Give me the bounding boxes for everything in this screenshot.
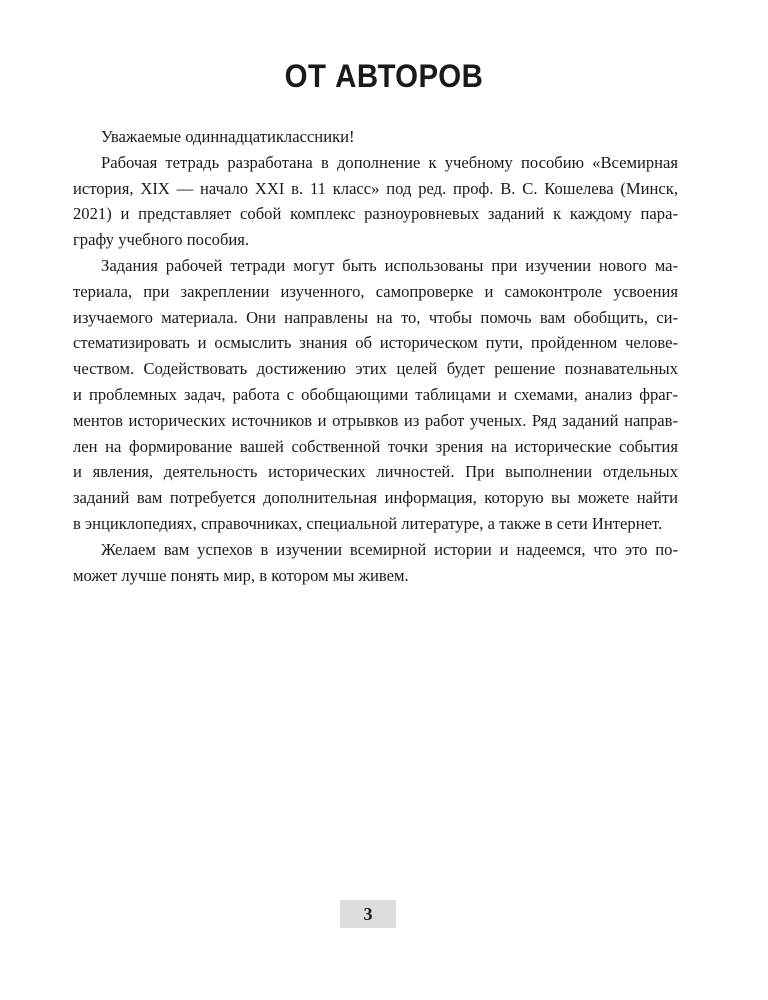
- text-line: Задания рабочей тетради могут быть использованы при изучении нового ма-: [101, 255, 678, 275]
- text-line: териала, при закреплении изученного, самопроверке и самоконтроле усвоения: [73, 281, 678, 301]
- page-title: ОТ АВТОРОВ: [284, 58, 484, 94]
- text-line: ментов исторических источников и отрывков из работ ученых. Ряд заданий направ-: [73, 410, 678, 430]
- text-line: Рабочая тетрадь разработана в дополнение к учебному пособию «Всемирная: [101, 152, 678, 172]
- paragraph-intro: [73, 150, 678, 253]
- text-line: стематизировать и осмыслить знания об историческом пути, пройденном челове-: [73, 333, 678, 353]
- text-line: графу учебного пособия.: [73, 230, 250, 250]
- text-line: Желаем вам успехов в изучении всемирной истории и надеемся, что это по-: [101, 539, 678, 559]
- paragraph-greeting: [73, 124, 678, 150]
- text-line: заданий вам потребуется дополнительная информация, которую вы можете найти: [73, 488, 678, 508]
- paragraph-tasks: [73, 253, 678, 537]
- text-line: 2021) и представляет собой комплекс разноуровневых заданий к каждому пара-: [73, 204, 678, 224]
- text-line: и проблемных задач, работа с обобщающими таблицами и схемами, анализ фраг-: [73, 384, 678, 404]
- text-line: Уважаемые одиннадцатиклассники!: [101, 127, 355, 146]
- text-line: изучаемого материала. Они направлены на то, чтобы помочь вам обобщить, си-: [73, 307, 678, 327]
- text-line: может лучше понять мир, в котором мы живем.: [73, 565, 409, 585]
- page-number: 3: [340, 900, 396, 928]
- text-line: история, XIX — начало XXI в. 11 класс» под ред. проф. В. С. Кошелева (Минск,: [73, 178, 678, 198]
- text-line: и явления, деятельность исторических личностей. При выполнении отдельных: [73, 462, 678, 482]
- paragraph-wishes: [73, 537, 678, 589]
- text-line: в энциклопедиях, справочниках, специальной литературе, а также в сети Интернет.: [73, 513, 663, 533]
- text-line: чеством. Содействовать достижению этих целей будет решение познавательных: [73, 359, 678, 379]
- text-line: лен на формирование вашей собственной точки зрения на исторические события: [73, 436, 678, 456]
- preface-body: [73, 124, 678, 588]
